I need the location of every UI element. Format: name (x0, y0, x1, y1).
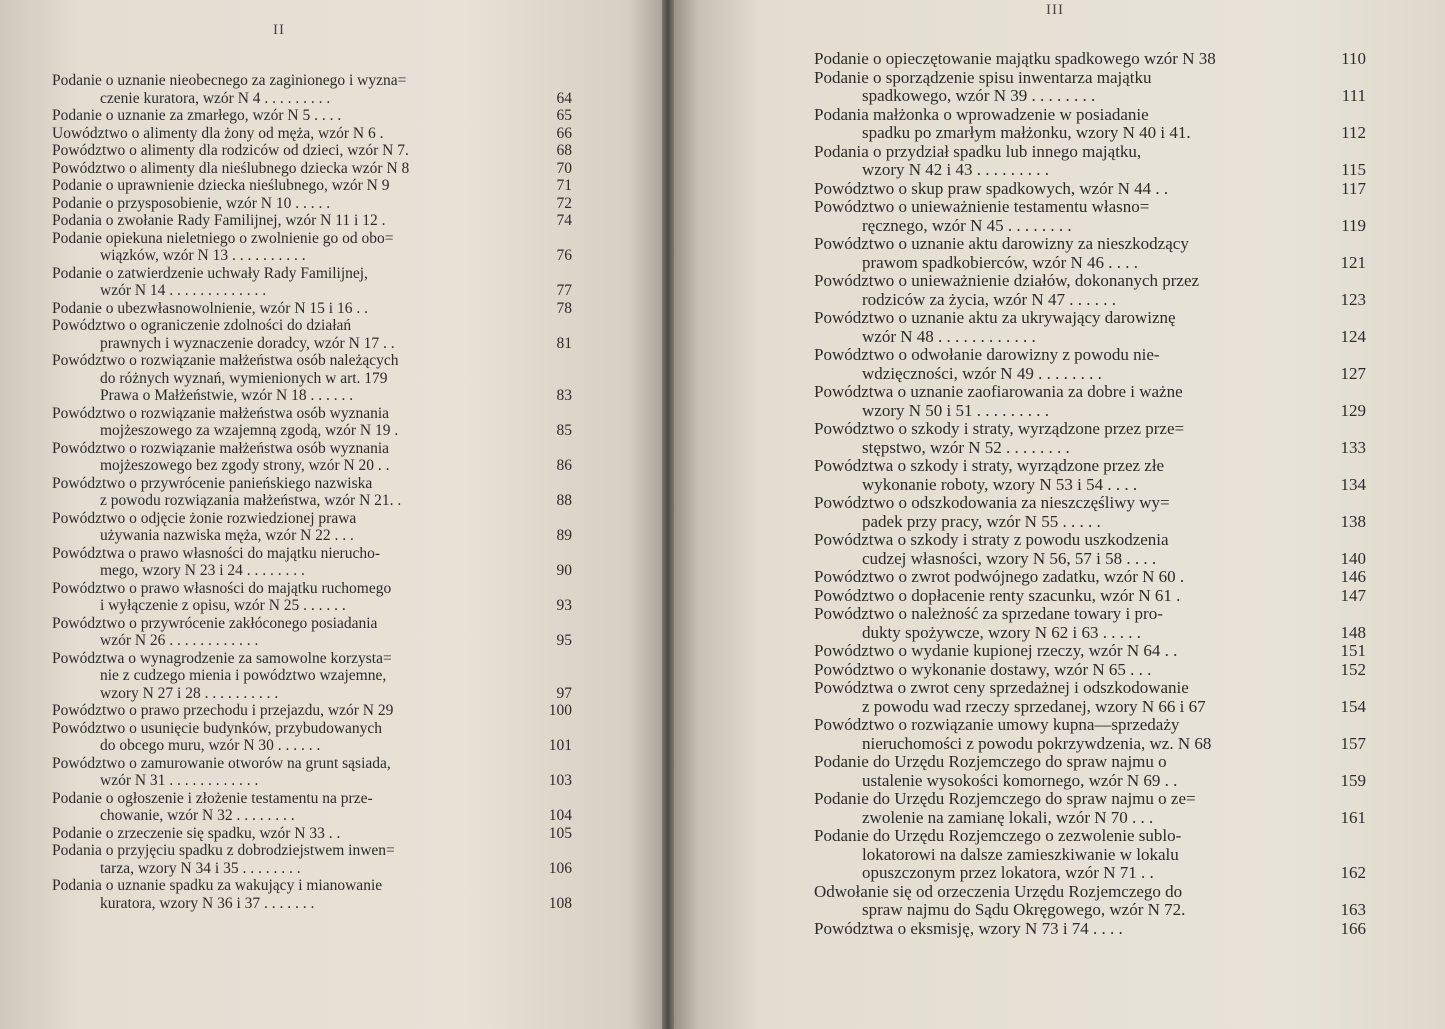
toc-entry-text: chowanie, wzór N 32 . . . . . . . . (100, 807, 295, 824)
toc-entry (52, 720, 572, 755)
toc-page-number: 110 (1341, 49, 1366, 68)
toc-entry-text: Podanie o uznanie za zmarłego, wzór N 5 . . . . (52, 107, 342, 124)
toc-page-number: 152 (1340, 659, 1366, 679)
toc-entry (814, 69, 1366, 106)
toc-page-number: 105 (548, 824, 572, 842)
toc-entry-text: tarza, wzory N 34 i 35 . . . . . . . . (100, 859, 301, 877)
toc-entry-text: Powództwo o rozwiązanie małżeństwa osób wyznania (52, 404, 390, 422)
toc-entry (52, 545, 572, 580)
toc-entry (814, 198, 1366, 235)
toc-page-number: 147 (1340, 585, 1366, 605)
toc-entry-text: Powództwo o zamurowanie otworów na grunt sąsiada, (52, 754, 391, 772)
toc-entry (814, 235, 1366, 272)
toc-entry (52, 790, 572, 825)
toc-entry-text: Powództwo o rozwiązanie małżeństwa osób należących (52, 352, 399, 369)
toc-entry-text: Powództwo o usunięcie budynków, przybudowanych (52, 719, 383, 737)
toc-entry (52, 317, 572, 352)
toc-entry-text: dukty spożywcze, wzory N 62 i 63 . . . . . (862, 623, 1142, 642)
toc-entry-text: wzór N 14 . . . . . . . . . . . . . (100, 282, 267, 299)
toc-entry-text: z powodu rozwiązania małżeństwa, wzór N 21. . (100, 492, 402, 509)
toc-entry-text: z powodu wad rzeczy sprzedanej, wzory N 66 i 67 (862, 697, 1206, 716)
toc-page-number: 134 (1340, 474, 1366, 494)
toc-entry-text: Podanie do Urzędu Rozjemczego do spraw najmu o (814, 753, 1167, 771)
toc-page-number: 81 (556, 334, 572, 352)
toc-entry-text: Powództwo o należność za sprzedane towary i pro- (814, 605, 1163, 623)
toc-entry-text: stępstwo, wzór N 52 . . . . . . . . (862, 438, 1070, 457)
toc-entry (52, 107, 572, 125)
toc-entry-text: ustalenie wysokości komornego, wzór N 69 . . (862, 771, 1178, 790)
toc-entry-text: Podanie o zatwierdzenie uchwały Rady Familijnej, (52, 264, 368, 282)
toc-entry-text: Powództwo o ograniczenie zdolności do działań (52, 317, 352, 334)
toc-page-number: 157 (1340, 733, 1366, 753)
toc-entry-text: Podanie o ubezwłasnowolnienie, wzór N 15 i 16 . . (52, 299, 368, 317)
toc-entry (52, 825, 572, 843)
toc-entry (814, 106, 1366, 143)
toc-page-number: 83 (556, 387, 572, 404)
toc-entry-text: Powództwo o unieważnienie testamentu własno= (814, 198, 1150, 216)
toc-page-number: 106 (548, 859, 572, 877)
toc-page-number: 127 (1340, 363, 1366, 383)
toc-entry-text: i wyłączenie z opisu, wzór N 25 . . . . . . (100, 597, 346, 614)
toc-entry-text: spadkowego, wzór N 39 . . . . . . . . (862, 87, 1096, 105)
toc-entry-text: Podanie o zrzeczenie się spadku, wzór N 33 . . (52, 824, 341, 842)
toc-page-number: 161 (1340, 807, 1366, 827)
toc-entry-text: Powództwa o prawo własności do majątku nierucho- (52, 544, 381, 562)
toc-entry-text: Podanie opiekuna nieletniego o zwolnienie go od obo= (52, 229, 394, 247)
toc-entry-text: Podania o przydział spadku lub innego majątku, (814, 142, 1142, 161)
toc-page-number: 121 (1340, 252, 1366, 272)
toc-entry-text: Podania o zwołanie Rady Familijnej, wzór N 11 i 12 . (52, 212, 386, 229)
toc-entry-text: rodziców za życia, wzór N 47 . . . . . . (862, 290, 1116, 309)
toc-entry-text: Podania małżonka o wprowadzenie w posiadanie (814, 105, 1149, 124)
toc-entry-text: Powództwo o rozwiązanie małżeństwa osób wyznania (52, 439, 390, 457)
toc-entry-text: zwolenie na zamianę lokali, wzór N 70 . . . (862, 808, 1154, 827)
toc-entry (52, 755, 572, 790)
toc-page-number: 71 (556, 177, 572, 194)
toc-page-number: 117 (1341, 178, 1366, 198)
toc-entry (814, 180, 1366, 199)
toc-entry-text: Powództwo o rozwiązanie umowy kupna—sprzedaży (814, 716, 1180, 734)
toc-entry-text: Powództwo o wydanie kupionej rzeczy, wzór N 64 . . (814, 642, 1178, 660)
toc-entry-text: Powództwo o unieważnienie działów, dokonanych przez (814, 272, 1200, 290)
toc-entry (52, 212, 572, 230)
toc-entry-text: Podanie o ogłoszenie i złożenie testamentu na prze- (52, 789, 373, 807)
toc-entry-text: Powództwo o prawo własności do majątku ruchomego (52, 579, 392, 597)
toc-entry-text: Powództwo o alimenty dla rodziców od dzieci, wzór N 7. (52, 142, 409, 159)
toc-page-number: 93 (556, 597, 572, 614)
toc-page-number: 90 (556, 562, 572, 579)
toc-entry (52, 650, 572, 703)
toc-page-number: 100 (548, 702, 572, 719)
toc-entry (814, 272, 1366, 309)
toc-page-number: 101 (548, 737, 572, 754)
toc-entry-text: wzory N 50 i 51 . . . . . . . . . (862, 401, 1049, 420)
toc-page-number: 108 (548, 894, 572, 912)
toc-entry-text: ręcznego, wzór N 45 . . . . . . . . (862, 216, 1072, 235)
toc-entry-text: nieruchomości z powodu pokrzywdzenia, wz. N 68 (862, 734, 1212, 753)
toc-entry-text: Powództwo o zwrot podwójnego zadatku, wzór N 60 . (814, 568, 1185, 586)
toc-entry (814, 883, 1366, 920)
toc-entry-text: prawom spadkobierców, wzór N 46 . . . . (862, 253, 1139, 272)
page-number: II (273, 22, 285, 38)
toc-entry-text: Podanie o uprawnienie dziecka nieślubnego, wzór N 9 (52, 177, 390, 194)
toc-entry-text: Podanie o opieczętowanie majątku spadkowego wzór N 38 (814, 50, 1216, 68)
toc-entry-text: Powództwo o skup praw spadkowych, wzór N 44 . . (814, 179, 1169, 198)
toc-entry-text: Podanie o sporządzenie spisu inwentarza majątku (814, 68, 1152, 87)
page-number: III (1046, 2, 1064, 18)
toc-entry-text: nie z cudzego mienia i powództwo wzajemne, (100, 667, 387, 684)
toc-entry (814, 753, 1366, 790)
toc-entry-text: Powództwa o szkody i straty z powodu uszkodzenia (814, 531, 1169, 549)
toc-page-number: 133 (1340, 437, 1366, 457)
toc-entry-text: spadku po zmarłym małżonku, wzory N 40 i 41. (862, 124, 1191, 142)
toc-entry-text: Podania o przyjęciu spadku z dobrodziejstwem inwen= (52, 842, 395, 859)
toc-entry (814, 420, 1366, 457)
toc-entry-text: wykonanie roboty, wzory N 53 i 54 . . . . (862, 475, 1138, 494)
toc-page-number: 146 (1340, 567, 1366, 586)
toc-entry-text: Uowództwo o alimenty dla żony od męża, wzór N 6 . (52, 124, 384, 142)
toc-page-number: 138 (1340, 511, 1366, 531)
toc-entry (814, 827, 1366, 883)
toc-entry (814, 309, 1366, 346)
toc-page-number: 70 (556, 159, 572, 177)
toc-entry-text: wzory N 42 i 43 . . . . . . . . . (862, 161, 1049, 179)
toc-entry (52, 440, 572, 475)
toc-page-number: 104 (548, 807, 572, 824)
toc-entry (52, 177, 572, 195)
toc-page-number: 159 (1340, 770, 1366, 790)
toc-page-number: 86 (556, 457, 572, 474)
toc-entry (814, 50, 1366, 69)
toc-entry-text: do różnych wyznań, wymienionych w art. 179 (100, 369, 388, 387)
toc-entry (814, 457, 1366, 494)
toc-entry-text: Powództwa o zwrot ceny sprzedażnej i odszkodowanie (814, 679, 1189, 697)
toc-entry (814, 716, 1366, 753)
toc-page-number: 85 (556, 422, 572, 439)
toc-page-number: 124 (1340, 326, 1366, 346)
toc-entry (52, 475, 572, 510)
toc-entry-text: mego, wzory N 23 i 24 . . . . . . . . (100, 562, 305, 579)
toc-page-number: 163 (1340, 900, 1366, 919)
toc-entry-text: Powództwa o szkody i straty, wyrządzone przez złe (814, 457, 1165, 475)
toc-entry-text: Prawa o Małżeństwie, wzór N 18 . . . . . . (100, 387, 354, 404)
toc-entry-text: padek przy pracy, wzór N 55 . . . . . (862, 512, 1101, 531)
toc-entry (52, 265, 572, 300)
toc-entry (814, 920, 1366, 939)
toc-entry-text: wzór N 31 . . . . . . . . . . . . (100, 772, 259, 789)
toc-entry-text: do obcego muru, wzór N 30 . . . . . . (100, 737, 321, 754)
toc-entry-text: mojżeszowego za wzajemną zgodą, wzór N 19 . (100, 422, 399, 439)
toc-entry-text: Podanie o przysposobienie, wzór N 10 . . . . . (52, 194, 331, 212)
toc-entry (52, 405, 572, 440)
toc-entry (52, 125, 572, 143)
toc-entry-text: Powództwo o uznanie aktu za ukrywający darowiznę (814, 309, 1176, 327)
toc-page-number: 89 (556, 527, 572, 544)
toc-entry-text: opuszczonym przez lokatora, wzór N 71 . . (862, 864, 1154, 882)
toc-entry (814, 642, 1366, 661)
toc-page-number: 95 (556, 632, 572, 649)
toc-entry-text: Powództwo o przywrócenie panieńskiego nazwiska (52, 474, 373, 492)
toc-entry (814, 143, 1366, 180)
toc-entry (814, 790, 1366, 827)
toc-page-number: 72 (556, 194, 572, 212)
toc-entry (52, 160, 572, 178)
toc-entry (814, 605, 1366, 642)
toc-page-number: 103 (548, 772, 572, 789)
toc-entry (52, 580, 572, 615)
left-page (0, 0, 668, 1029)
toc-entry (814, 531, 1366, 568)
toc-page-number: 74 (556, 212, 572, 229)
toc-entry (814, 346, 1366, 383)
toc-page-number: 148 (1340, 622, 1366, 642)
toc-entry-text: Powództwo o prawo przechodu i przejazdu, wzór N 29 (52, 702, 394, 719)
toc-entry (52, 142, 572, 160)
toc-entry (52, 510, 572, 545)
toc-entry-text: cudzej własności, wzory N 56, 57 i 58 . . . . (862, 549, 1157, 568)
toc-entry (52, 615, 572, 650)
toc-entry (52, 352, 572, 405)
toc-entry-text: Podanie do Urzędu Rozjemczego o zezwolenie sublo- (814, 827, 1182, 845)
toc-page-number: 140 (1340, 548, 1366, 568)
toc-entry-text: Powództwo o odwołanie darowizny z powodu nie- (814, 346, 1160, 364)
toc-entry-text: wzory N 27 i 28 . . . . . . . . . . (100, 684, 279, 702)
toc-entry-text: Podanie do Urzędu Rozjemczego do spraw najmu o ze= (814, 790, 1196, 808)
toc-entry-text: Podanie o uznanie nieobecnego za zaginionego i wyzna= (52, 72, 407, 89)
toc-page-number: 88 (556, 492, 572, 509)
toc-entry (52, 702, 572, 720)
toc-entry-text: Powództwo o odszkodowania za nieszczęśliwy wy= (814, 494, 1170, 512)
toc-entry-text: wzór N 48 . . . . . . . . . . . . (862, 327, 1036, 346)
toc-entry-text: Powództwo o przywrócenie zakłóconego posiadania (52, 614, 378, 632)
toc-entry-text: prawnych i wyznaczenie doradcy, wzór N 17 . . (100, 334, 395, 352)
toc-entry (814, 679, 1366, 716)
toc-entry-text: lokatorowi na dalsze zamieszkiwanie w lokalu (862, 845, 1179, 864)
toc-page-number: 162 (1340, 863, 1366, 882)
toc-entry-text: kuratora, wzory N 36 i 37 . . . . . . . (100, 894, 315, 912)
toc-entry (814, 494, 1366, 531)
toc-entry-text: Powództwa o wynagrodzenie za samowolne korzysta= (52, 649, 392, 667)
toc-entry-text: czenie kuratora, wzór N 4 . . . . . . . . . (100, 89, 331, 107)
toc-entry-text: Powództwo o wykonanie dostawy, wzór N 65 . . . (814, 660, 1152, 679)
toc-page-number: 166 (1340, 918, 1366, 938)
toc-page-number: 66 (556, 124, 572, 142)
toc-entry-text: Podania o uznanie spadku za wakujący i mianowanie (52, 877, 383, 894)
toc-entry-text: Powództwo o alimenty dla nieślubnego dziecka wzór N 8 (52, 159, 410, 177)
toc-entry-text: Powództwa o uznanie zaofiarowania za dobre i ważne (814, 383, 1183, 401)
toc-page-number: 65 (556, 107, 572, 124)
toc-page-number: 68 (556, 142, 572, 159)
toc-entry (52, 72, 572, 107)
toc-entry (52, 300, 572, 318)
toc-entry-text: Powództwo o odjęcie żonie rozwiedzionej prawa (52, 509, 357, 527)
toc-entry-text: spraw najmu do Sądu Okręgowego, wzór N 72. (862, 901, 1186, 919)
toc-entry (814, 661, 1366, 680)
toc-entry-text: Powództwo o szkody i straty, wyrządzone przez prze= (814, 420, 1185, 438)
toc-entry-text: Powództwa o eksmisję, wzory N 73 i 74 . . . . (814, 919, 1123, 938)
toc-entry-text: Powództwo o uznanie aktu darowizny za nieszkodzący (814, 235, 1189, 253)
toc-page-number: 112 (1341, 123, 1366, 142)
toc-entry (814, 568, 1366, 587)
toc-page-number: 151 (1340, 641, 1366, 660)
toc-entry (52, 877, 572, 912)
toc-entry (52, 230, 572, 265)
toc-entry-text: wzór N 26 . . . . . . . . . . . . (100, 632, 259, 649)
toc-page-number: 76 (556, 247, 572, 264)
toc-entry-text: Odwołanie się od orzeczenia Urzędu Rozjemczego do (814, 882, 1183, 901)
toc-entry (52, 195, 572, 213)
toc-entry-text: używania nazwiska męża, wzór N 22 . . . (100, 527, 354, 544)
toc-entry (52, 842, 572, 877)
toc-page-number: 119 (1341, 215, 1366, 235)
toc-entry-text: Powództwo o dopłacenie renty szacunku, wzór N 61 . (814, 586, 1181, 605)
toc-page-number: 64 (556, 89, 572, 107)
toc-entry-text: wdzięczności, wzór N 49 . . . . . . . . (862, 364, 1102, 383)
toc-page-number: 123 (1340, 289, 1366, 309)
toc-page-number: 77 (556, 282, 572, 299)
toc-page-number: 129 (1340, 400, 1366, 420)
toc-page-number: 115 (1341, 160, 1366, 179)
toc-entry (814, 383, 1366, 420)
toc-page-number: 111 (1341, 86, 1366, 105)
toc-entry-text: wiązków, wzór N 13 . . . . . . . . . . (100, 247, 306, 264)
right-page (668, 0, 1445, 1029)
toc-page-number: 97 (556, 684, 572, 702)
book-gutter (662, 0, 674, 1029)
toc-entry-text: mojżeszowego bez zgody strony, wzór N 20 . . (100, 457, 390, 474)
toc-page-number: 154 (1340, 696, 1366, 716)
toc-page-number: 78 (556, 299, 572, 317)
toc-entry (814, 587, 1366, 606)
